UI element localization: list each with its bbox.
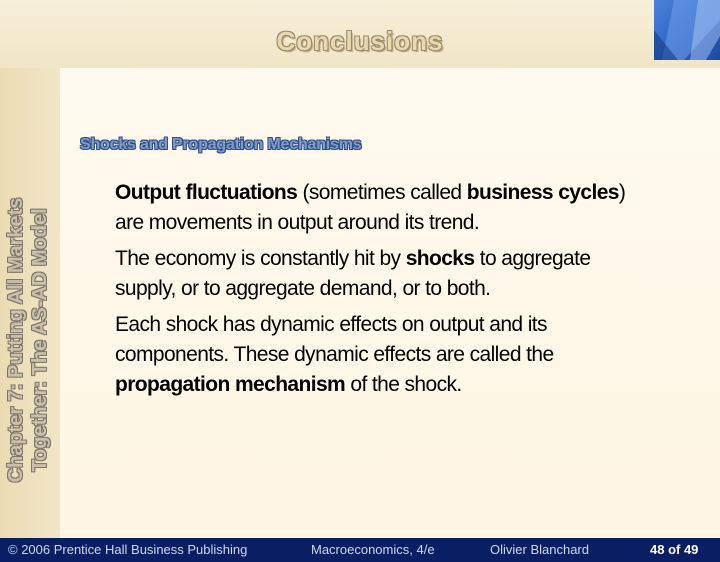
chapter-side-title-line2: Together: The AS-AD Model — [29, 208, 51, 472]
slide-body — [115, 178, 655, 406]
text-span: Each shock has dynamic effects on output and its components. These dynamic effects are called the — [115, 313, 554, 366]
chapter-side-title-line1: Chapter 7: Putting All Markets — [5, 197, 27, 483]
footer-author: Olivier Blanchard — [490, 542, 589, 557]
text-span: to aggregate supply, or to aggregate demand, or to both. — [115, 247, 591, 300]
text-span: ) are movements in output around its trend. — [115, 181, 626, 234]
text-span: (sometimes called — [297, 181, 467, 204]
paragraph-shocks — [115, 244, 655, 304]
footer-bar — [0, 538, 720, 562]
term-shocks: shocks — [405, 247, 475, 270]
footer-page-number: 48 of 49 — [650, 542, 699, 557]
footer-copyright: © 2006 Prentice Hall Business Publishing — [8, 542, 248, 557]
paragraph-output-fluctuations — [115, 178, 655, 238]
term-business-cycles: business cycles — [466, 181, 619, 204]
slide-title: Conclusions — [276, 26, 444, 56]
paragraph-propagation — [115, 310, 655, 400]
term-output-fluctuations: Output fluctuations — [115, 181, 298, 204]
text-span: The economy is constantly hit by — [115, 247, 406, 270]
term-propagation-mechanism: propagation mechanism — [115, 373, 346, 396]
chapter-side-title — [4, 170, 52, 510]
section-subtitle: Shocks and Propagation Mechanisms — [80, 136, 362, 153]
text-span: of the shock. — [345, 373, 462, 396]
footer-book-title: Macroeconomics, 4/e — [311, 542, 435, 557]
